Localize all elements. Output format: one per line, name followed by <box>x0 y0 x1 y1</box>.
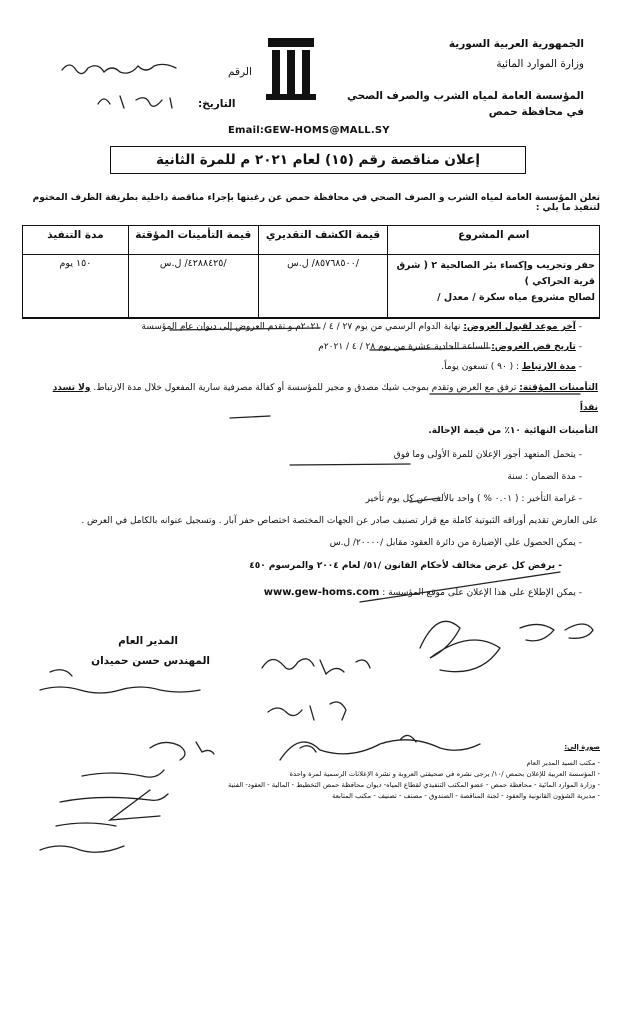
deadline-label: آخر موعد لقبول العروض: <box>463 322 576 332</box>
temp-insurance-text: ترفق مع العرض وتقدم بموجب شيك مصدق و مجير للمؤسسة أو كفالة مصرفية سارية المفعول خلال مدة الارتباط. <box>93 383 517 393</box>
bullet-dash: - <box>575 450 582 460</box>
rejection-text: يرفض كل عرض مخالف لأحكام القانون /٥١/ لعام ٢٠٠٤ والمرسوم ٤٥٠ <box>249 561 556 571</box>
email-address: Email:GEW-HOMS@MALL.SY <box>228 125 390 136</box>
bullet-dash: - <box>595 781 600 789</box>
warranty-text: مدة الضمان : سنة <box>507 472 576 482</box>
signatory-role: المدير العام <box>118 635 178 647</box>
handwritten-reference <box>62 64 176 73</box>
bullet-dash: - <box>595 792 600 800</box>
handwritten-date-center <box>262 659 370 674</box>
reference-label: الرقم <box>228 66 252 78</box>
copy-item-2-text: المؤسسة العربية للإعلان بحمص /١٠/ يرجى نشره في صحيفتي العروبة و نشرة الإعلانات الرسمية لمرة واحدة <box>289 770 596 778</box>
opening-label: تاريخ فض العروض: <box>491 342 576 352</box>
handwritten-copies-notes <box>150 742 214 760</box>
classification-line: على العارض تقديم أوراقه الثبوتية كاملة مع قرار تصنيف صادر عن الجهات المختصة اختصاص حفر آبار . وتسجيل عنوانه بالكامل في العرض . <box>81 516 598 526</box>
manager-signature <box>40 687 200 693</box>
handwritten-signature-center <box>280 735 480 760</box>
final-insurance-line: التأمينات النهائية ١٠٪ من قيمة الإحالة. <box>428 426 598 436</box>
bullet-dash: - <box>575 472 582 482</box>
project-name-line2: لصالح مشروع مياه سكرة / معدل / <box>437 292 595 303</box>
penalty-text: غرامة التأخير : ( ٠.٠١ % ) واحد بالألف عن كل يوم تأخير <box>365 494 576 504</box>
estimate-cell: /٨٥٧٦٨٥٠٠/ ل.س <box>258 255 388 318</box>
intro-paragraph: تعلن المؤسسة العامة لمياه الشرب و الصرف الصحي في محافظة حمص عن رغبتها بإجراء مناقصة داخلية بطريقة الظرف المختوم لتنفيذ ما يلي : <box>32 193 600 213</box>
copies-label: صورة إلى: <box>564 743 600 751</box>
bullet-dash: - <box>555 561 562 571</box>
bullet-dash: - <box>575 538 582 548</box>
handwritten-mark-right <box>420 621 593 671</box>
temp-insurance-tail: ولا تسدد <box>52 383 91 393</box>
handwritten-date <box>98 96 172 108</box>
copy-item-4-text: مديرية الشؤون القانونية والعقود - لجنة المناقصة - الصندوق - مصنف - تصنيف - مكتب المتابعة <box>332 792 596 800</box>
col-estimate: قيمة الكشف التقديري <box>258 226 388 255</box>
website-url[interactable]: www.gew-homs.com <box>263 587 380 598</box>
header-org: المؤسسة العامة لمياه الشرب والصرف الصحي <box>346 90 584 102</box>
deadline-text: نهاية الدوام الرسمي من يوم ٢٧ / ٤ / ٢٠٢١م و تقدم العروض إلى ديوان عام المؤسسة <box>141 322 461 332</box>
bullet-dash: - <box>595 770 600 778</box>
temp-insurance-label: التأمينات المؤقتة: <box>519 383 598 393</box>
binding-text: : ( ٩٠ ) تسعون يوماً. <box>441 362 520 372</box>
bullet-dash: - <box>575 362 582 372</box>
binding-label: مدة الارتباط <box>521 362 576 372</box>
ads-cost-text: يتحمل المتعهد أجور الإعلان للمرة الأولى وما فوق <box>393 450 576 460</box>
website-text: يمكن الإطلاع على هذا الإعلان على موقع المؤسسة : <box>382 588 576 598</box>
file-price-text: يمكن الحصول على الإضبارة من دائرة العقود مقابل /٢٠٠٠٠/ ل.س <box>329 538 576 548</box>
col-insurance: قيمة التأمينات المؤقتة <box>128 226 258 255</box>
opening-text: الساعة الحادية عشرة من يوم ٢٨ / ٤ / ٢٠٢١م <box>318 342 489 352</box>
duration-cell: ١٥٠ يوم <box>23 255 129 318</box>
bullet-dash: - <box>575 322 582 332</box>
header-ministry: وزارة الموارد المائية <box>496 58 584 70</box>
project-name-line1: حفر وتجريب وإكساء بئر الصالحية ٢ ( شرق قرية الحراكي ) <box>396 260 595 287</box>
header-governorate: في محافظة حمص <box>488 106 584 118</box>
date-label: التاريخ: <box>198 98 236 110</box>
bullet-dash: - <box>575 342 582 352</box>
insurance-cell: /٤٢٨٨٤٢٥/ ل.س <box>128 255 258 318</box>
bullet-dash: - <box>575 494 582 504</box>
copy-item-3-text: وزارة الموارد المائية - محافظة حمص - عضو المكتب التنفيذي لقطاع المياه- ديوان محافظة حمص التخطيط - المالية - العقود- الفنية <box>228 781 596 789</box>
col-duration: مدة التنفيذ <box>23 226 129 255</box>
header-country: الجمهورية العربية السورية <box>448 38 584 50</box>
col-project-name: اسم المشروع <box>388 226 600 255</box>
bullet-dash: - <box>595 759 600 767</box>
signatory-name: المهندس حسن حميدان <box>91 655 210 667</box>
bullet-dash: - <box>575 588 582 598</box>
temp-insurance-tail2: نقداً <box>579 403 598 413</box>
copy-item-1-text: مكتب السيد المدير العام <box>526 759 596 767</box>
announcement-title: إعلان مناقصة رقم (١٥) لعام ٢٠٢١ م للمرة الثانية <box>110 146 526 174</box>
